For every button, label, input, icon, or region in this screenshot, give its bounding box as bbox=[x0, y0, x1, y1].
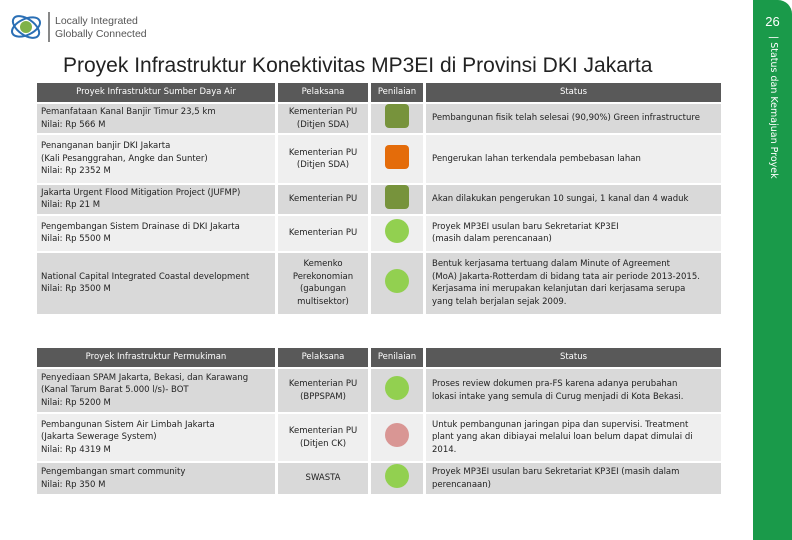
project-cell-line: Nilai: Rp 2352 M bbox=[41, 166, 111, 177]
table-row bbox=[37, 216, 721, 251]
status-cell-line: Bentuk kerjasama tertuang dalam Minute of Agreement bbox=[432, 259, 670, 269]
project-cell-line: National Capital Integrated Coastal development bbox=[41, 271, 250, 282]
status-cell bbox=[426, 253, 721, 314]
status-cell-line: Pembangunan fisik telah selesai (90,90%) Green infrastructure bbox=[432, 113, 700, 124]
pelaksana-cell-line: Kementerian PU bbox=[288, 107, 358, 117]
project-cell-line: (Kali Pesanggrahan, Angke dan Sunter) bbox=[41, 153, 208, 164]
table-row bbox=[37, 414, 721, 461]
rating-cell bbox=[371, 135, 423, 183]
project-cell bbox=[37, 414, 275, 461]
project-cell-line: Pembangunan Sistem Air Limbah Jakarta bbox=[41, 419, 215, 430]
pelaksana-cell bbox=[278, 185, 368, 214]
pelaksana-cell-line: Kementerian PU bbox=[288, 194, 358, 204]
logo-text: Locally Integrated Globally Connected bbox=[55, 15, 147, 40]
status-cell-line: 2014. bbox=[432, 444, 457, 455]
water-resources-table bbox=[34, 81, 724, 316]
pelaksana-cell-line: (gabungan bbox=[299, 284, 347, 294]
rating-cell bbox=[371, 185, 423, 214]
pelaksana-cell-line: Kementerian PU bbox=[288, 426, 358, 436]
project-cell bbox=[37, 463, 275, 494]
project-cell-line: Nilai: Rp 566 M bbox=[41, 119, 106, 130]
dark-green-square-icon bbox=[385, 185, 409, 209]
status-cell-line: perencanaan) bbox=[432, 479, 491, 490]
rating-cell bbox=[371, 369, 423, 412]
pink-circle-icon bbox=[385, 423, 409, 447]
pelaksana-cell-line: Kementerian PU bbox=[288, 227, 358, 238]
project-cell bbox=[37, 185, 275, 214]
status-cell bbox=[426, 216, 721, 251]
status-cell-line: (masih dalam perencanaan) bbox=[432, 234, 552, 244]
pelaksana-cell bbox=[278, 414, 368, 461]
status-cell-line: Pengerukan lahan terkendala pembebasan lahan bbox=[432, 153, 641, 164]
status-cell bbox=[426, 135, 721, 183]
logo-divider bbox=[48, 12, 50, 42]
globe-logo-icon bbox=[8, 10, 44, 44]
status-cell-line: lokasi intake yang semula di Curug menjadi di Kota Bekasi. bbox=[432, 391, 684, 402]
pelaksana-cell-line: (BPPSPAM) bbox=[300, 391, 346, 402]
status-cell-line: yang telah berjalan sejak 2009. bbox=[432, 296, 567, 307]
section-label: | Status dan Kemajuan Proyek bbox=[768, 36, 779, 179]
settlement-table bbox=[34, 346, 724, 496]
rating-cell bbox=[371, 463, 423, 494]
table-row bbox=[37, 253, 721, 314]
project-cell-line: Pengembangan smart community bbox=[41, 467, 186, 477]
status-cell bbox=[426, 104, 721, 133]
table-row bbox=[37, 369, 721, 412]
col-header-status: Status bbox=[426, 348, 721, 367]
light-green-circle-icon bbox=[385, 464, 409, 488]
page-title: Proyek Infrastruktur Konektivitas MP3EI di Provinsi DKI Jakarta bbox=[63, 54, 653, 77]
pelaksana-cell bbox=[278, 104, 368, 133]
project-cell-line: (Jakarta Sewerage System) bbox=[41, 432, 157, 443]
orange-square-icon bbox=[385, 145, 409, 169]
status-cell-line: Kerjasama ini merupakan kelanjutan dari kerjasama serupa bbox=[432, 284, 686, 294]
rating-cell bbox=[371, 414, 423, 461]
status-cell-line: Proyek MP3EI usulan baru Sekretariat KP3EI bbox=[432, 221, 619, 232]
table-row bbox=[37, 104, 721, 133]
dark-green-square-icon bbox=[385, 104, 409, 128]
project-cell-line: Pemanfataan Kanal Banjir Timur 23,5 km bbox=[41, 107, 216, 117]
pelaksana-cell-line: Kementerian PU bbox=[288, 147, 358, 158]
pelaksana-cell-line: Perekonomian bbox=[292, 271, 354, 282]
status-cell-line: (MoA) Jakarta-Rotterdam di bidang tata air periode 2013-2015. bbox=[432, 271, 700, 282]
project-cell-line: Nilai: Rp 5200 M bbox=[41, 397, 111, 408]
pelaksana-cell-line: (Ditjen SDA) bbox=[296, 119, 350, 130]
status-cell bbox=[426, 369, 721, 412]
sidebar bbox=[753, 0, 792, 540]
status-cell bbox=[426, 414, 721, 461]
rating-cell bbox=[371, 216, 423, 251]
pelaksana-cell bbox=[278, 463, 368, 494]
pelaksana-cell-line: (Ditjen CK) bbox=[299, 438, 347, 449]
status-cell-line: plant yang akan dibiayai melalui loan belum dapat dimulai di bbox=[432, 432, 693, 443]
rating-cell bbox=[371, 253, 423, 314]
status-cell bbox=[426, 463, 721, 494]
pelaksana-cell-line: Kementerian PU bbox=[288, 379, 358, 389]
project-cell bbox=[37, 369, 275, 412]
project-cell-line: Penyediaan SPAM Jakarta, Bekasi, dan Karawang bbox=[41, 372, 249, 383]
project-cell bbox=[37, 253, 275, 314]
light-green-circle-icon bbox=[385, 376, 409, 400]
pelaksana-cell bbox=[278, 216, 368, 251]
pelaksana-cell bbox=[278, 253, 368, 314]
status-cell-line: Proyek MP3EI usulan baru Sekretariat KP3EI (masih dalam bbox=[432, 467, 680, 477]
col-header-penilaian: Penilaian bbox=[371, 83, 423, 102]
project-cell-line: Nilai: Rp 21 M bbox=[41, 200, 101, 211]
project-cell-line: Jakarta Urgent Flood Mitigation Project (JUFMP) bbox=[41, 187, 241, 198]
project-cell-line: Penanganan banjir DKI Jakarta bbox=[41, 141, 171, 152]
col-header-status: Status bbox=[426, 83, 721, 102]
page-number: 26 bbox=[765, 14, 780, 29]
table-row bbox=[37, 135, 721, 183]
project-cell-line: Pengembangan Sistem Drainase di DKI Jakarta bbox=[41, 221, 240, 232]
table-row bbox=[37, 463, 721, 494]
pelaksana-cell-line: Kemenko bbox=[303, 259, 343, 269]
pelaksana-cell bbox=[278, 369, 368, 412]
col-header-pelaksana: Pelaksana bbox=[278, 348, 368, 367]
status-cell bbox=[426, 185, 721, 214]
rating-cell bbox=[371, 104, 423, 133]
col-header-pelaksana: Pelaksana bbox=[278, 83, 368, 102]
project-cell-line: Nilai: Rp 4319 M bbox=[41, 444, 111, 455]
project-cell-line: Nilai: Rp 350 M bbox=[41, 479, 106, 490]
col-header-penilaian: Penilaian bbox=[371, 348, 423, 367]
pelaksana-cell-line: (Ditjen SDA) bbox=[296, 160, 350, 170]
pelaksana-cell-line: multisektor) bbox=[297, 296, 349, 307]
status-cell-line: Proses review dokumen pra-FS karena adanya perubahan bbox=[432, 379, 678, 389]
light-green-circle-icon bbox=[385, 219, 409, 243]
status-cell-line: Akan dilakukan pengerukan 10 sungai, 1 kanal dan 4 waduk bbox=[432, 194, 689, 204]
status-cell-line: Untuk pembangunan jaringan pipa dan supervisi. Treatment bbox=[432, 419, 689, 430]
project-cell bbox=[37, 135, 275, 183]
light-green-circle-icon bbox=[385, 269, 409, 293]
pelaksana-cell bbox=[278, 135, 368, 183]
col-header-project: Proyek Infrastruktur Permukiman bbox=[37, 348, 275, 367]
project-cell-line: (Kanal Tarum Barat 5.000 l/s)- BOT bbox=[41, 385, 189, 396]
project-cell-line: Nilai: Rp 3500 M bbox=[41, 284, 111, 294]
pelaksana-cell-line: SWASTA bbox=[305, 473, 341, 484]
table-row bbox=[37, 185, 721, 214]
project-cell bbox=[37, 216, 275, 251]
project-cell-line: Nilai: Rp 5500 M bbox=[41, 234, 111, 244]
col-header-project: Proyek Infrastruktur Sumber Daya Air bbox=[37, 83, 275, 102]
project-cell bbox=[37, 104, 275, 133]
